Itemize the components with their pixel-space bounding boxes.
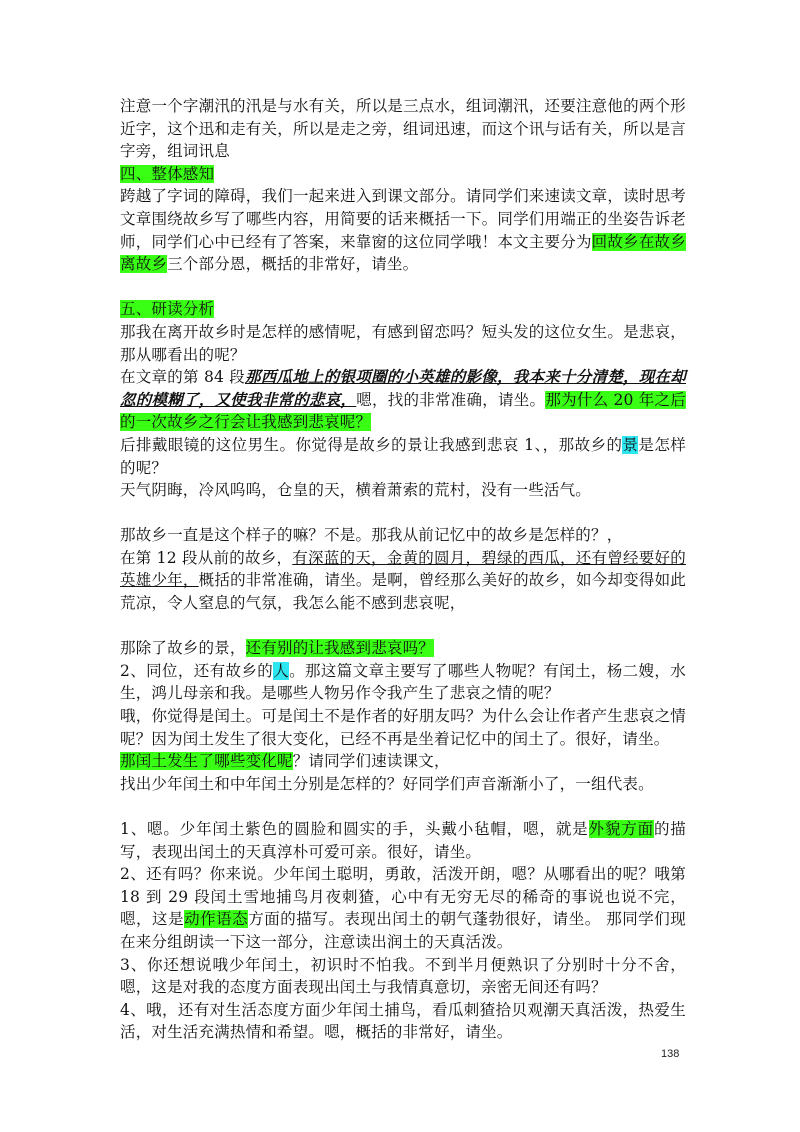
text-run: ？请同学们速读课文， bbox=[292, 752, 450, 771]
text-run: 概括的非常准确，请坐。是啊，曾经那么美好的故乡，如今却变得如此荒凉，令人窒息的气氛，我怎么能不感到悲哀呢， bbox=[120, 571, 686, 613]
lesson-text bbox=[120, 95, 686, 1044]
underlined-text: 有深蓝的天，金黄的圆月，碧绿的西瓜，还有曾经要好的英雄少年， bbox=[120, 548, 686, 590]
text-run: 找出少年闰土和中年闰土分别是怎样的？好同学们声音渐渐小了，一组代表。 bbox=[120, 774, 654, 793]
text-run: 4、哦，还有对生活态度方面少年闰土捕鸟，看瓜刺猹拾贝观潮天真活泼，热爱生活，对生活充满热情和希望。嗯，概括的非常好，请坐。 bbox=[120, 1000, 686, 1042]
paragraph bbox=[120, 705, 686, 750]
text-run: 那故乡一直是这个样子的嘛？不是。那我从前记忆中的故乡是怎样的？， bbox=[120, 526, 623, 545]
paragraph bbox=[120, 863, 686, 953]
highlighted-text: 五、研读分析 bbox=[120, 300, 215, 319]
paragraph bbox=[120, 637, 686, 660]
paragraph bbox=[120, 954, 686, 999]
paragraph bbox=[120, 773, 686, 796]
text-run: 后排戴眼镜的这位男生。你觉得是故乡的景让我感到悲哀 1、，那故乡的 bbox=[120, 435, 623, 454]
paragraph bbox=[120, 750, 686, 773]
paragraph bbox=[120, 547, 686, 615]
text-run: 3、你还想说哦少年闰土，初识时不怕我。不到半月便熟识了分别时十分不舍，嗯，这是对我的态度方面表现出闰土与我情真意切，亲密无间还有吗？ bbox=[120, 955, 686, 997]
text-run: 在第 12 段从前的故乡， bbox=[120, 548, 293, 567]
text-run: 天气阴晦，冷风呜呜，仓皇的天，横着萧索的荒村，没有一些活气。 bbox=[120, 481, 592, 500]
highlighted-text: 四、整体感知 bbox=[120, 164, 215, 183]
text-run: 的描写，表现出闰土的天真淳朴可爱可亲。很好，请坐。 bbox=[120, 820, 686, 861]
blank-line bbox=[120, 795, 686, 818]
paragraph bbox=[120, 95, 686, 163]
highlighted-text: 景 bbox=[622, 435, 639, 454]
paragraph bbox=[120, 818, 686, 863]
blank-line bbox=[120, 276, 686, 299]
text-run: 2、同位，还有故乡的 bbox=[120, 661, 274, 680]
paragraph bbox=[120, 524, 686, 547]
paragraph bbox=[120, 185, 686, 275]
highlighted-text: 那为什么 20 年之后的一次故乡之行会让我感到悲哀呢？ bbox=[120, 390, 687, 432]
text-run: 跨越了字词的障碍，我们一起来进入到课文部分。请同学们来速读文章，读时思考文章围绕故乡写了哪些内容，用简要的话来概括一下。同学们用端正的坐姿告诉老师，同学们心中已经有了答案，来靠窗的这位同学哦！本文主要分为 bbox=[120, 187, 686, 251]
text-run: 方面的描写。表现出闰土的朝气蓬勃很好，请坐。 那同学们现在来分组朗读一下这一部分，注意读出润土的天真活泼。 bbox=[120, 910, 686, 951]
page-number: 138 bbox=[661, 1048, 680, 1060]
highlighted-text: 动作语态 bbox=[184, 910, 249, 929]
text-run: 1、嗯。少年闰土紫色的圆脸和圆实的手，头戴小毡帽，嗯，就是 bbox=[120, 820, 589, 838]
paragraph bbox=[120, 999, 686, 1044]
blank-line bbox=[120, 615, 686, 638]
underlined-quote: 那西瓜地上的银项圈的小英雄的影像，我本来十分清楚，现在却忽的模糊了，又使我非常的悲哀， bbox=[120, 367, 687, 409]
text-run: 2、还有吗？你来说。少年闰土聪明，勇敢，活泼开朗，嗯？从哪看出的呢？哦第 18 到 29 段闰土雪地捕鸟月夜刺猹，心中有无穷无尽的稀奇的事说也说不完，嗯，这是 bbox=[120, 865, 686, 929]
text-run: 哦，你觉得是闰土。可是闰土不是作者的好朋友吗？为什么会让作者产生悲哀之情呢？因为闰土发生了很大变化，已经不再是坐着记忆中的闰土了。很好，请坐。 bbox=[120, 707, 686, 748]
paragraph bbox=[120, 366, 686, 434]
highlighted-text: 回故乡在故乡离故乡 bbox=[120, 232, 686, 274]
paragraph bbox=[120, 163, 686, 186]
text-run: 那我在离开故乡时是怎样的感情呢，有感到留恋吗？短头发的这位女生。是悲哀，那从哪看出的呢？ bbox=[120, 322, 686, 364]
text-run: 在文章的第 84 段 bbox=[120, 368, 245, 387]
blank-line bbox=[120, 502, 686, 525]
paragraph bbox=[120, 660, 686, 705]
text-run: 嗯，找的非常准确，请坐。 bbox=[356, 390, 546, 409]
text-run: 那除了故乡的景， bbox=[120, 639, 246, 658]
highlighted-text: 那闰土发生了哪些变化呢 bbox=[120, 752, 293, 771]
text-run: 注意一个字潮汛的汛是与水有关，所以是三点水，组词潮汛，还要注意他的两个形近字，这个迅和走有关，所以是走之旁，组词迅速，而这个讯与话有关，所以是言字旁，组词讯息 bbox=[120, 97, 686, 161]
highlighted-text: 还有别的让我感到悲哀吗？ bbox=[245, 639, 435, 658]
text-run: 是怎样的呢？ bbox=[120, 435, 686, 477]
paragraph bbox=[120, 298, 686, 321]
text-run: 。那这篇文章主要写了哪些人物呢？有闰土，杨二嫂，水生，鸿儿母亲和我。是哪些人物另作令我产生了悲哀之情的呢？ bbox=[120, 661, 686, 703]
paragraph bbox=[120, 434, 686, 479]
highlighted-text: 外貌方面 bbox=[588, 820, 654, 838]
highlighted-text: 人 bbox=[273, 661, 290, 680]
paragraph bbox=[120, 321, 686, 366]
text-run: 三个部分恩，概括的非常好，请坐。 bbox=[167, 255, 419, 274]
paragraph bbox=[120, 479, 686, 502]
